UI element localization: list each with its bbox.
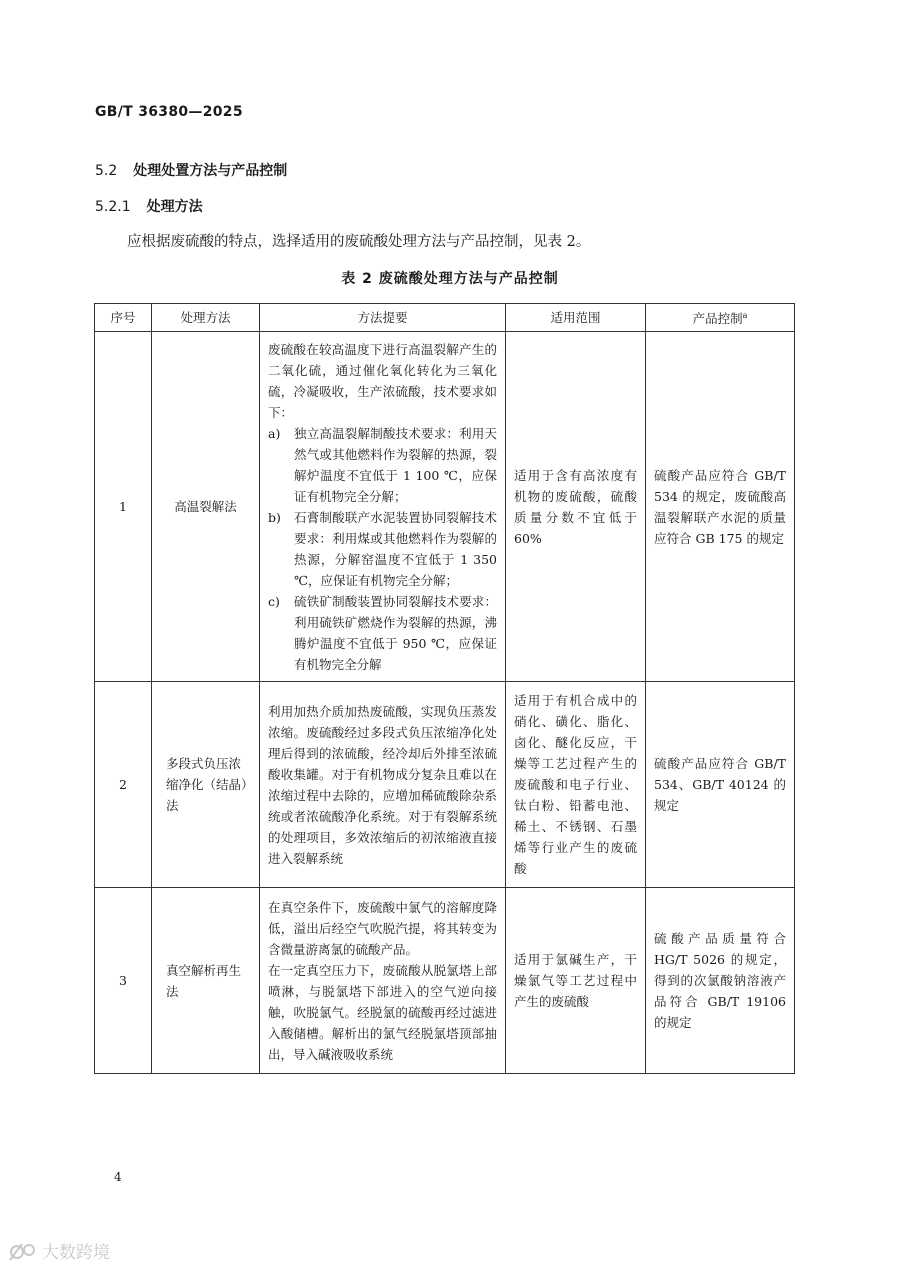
logo-icon xyxy=(8,1240,38,1262)
header-scope: 适用范围 xyxy=(506,304,646,332)
row-summary xyxy=(260,332,506,682)
summary-intro: 废硫酸在较高温度下进行高温裂解产生的二氧化硫，通过催化氧化转化为三氧化硫，冷凝吸收，生产浓硫酸，技术要求如下： xyxy=(268,341,497,420)
row-summary xyxy=(260,888,506,1074)
row-number: 1 xyxy=(95,332,152,682)
item-label: a) xyxy=(268,425,281,441)
row-method: 真空解析再生法 xyxy=(152,888,260,1074)
item-text: 独立高温裂解制酸技术要求：利用天然气或其他燃料作为裂解的热源，裂解炉温度不宜低于 1 100 ℃，应保证有机物完全分解； xyxy=(294,425,497,504)
summary-detail: 在一定真空压力下，废硫酸从脱氯塔上部喷淋，与脱氯塔下部进入的空气逆向接触，吹脱氯气。经脱氯的硫酸再经过滤进入酸储槽。解析出的氯气经脱氯塔顶部抽出，导入碱液吸收系统 xyxy=(268,962,497,1062)
row-method: 高温裂解法 xyxy=(152,332,260,682)
methods-table xyxy=(94,303,795,1074)
row-summary: 利用加热介质加热废硫酸，实现负压蒸发浓缩。废硫酸经过多段式负压浓缩净化处理后得到的浓硫酸，经冷却后外排至浓硫酸收集罐。对于有机物成分复杂且难以在浓缩过程中去除的，应增加稀硫酸除杂系统或者浓硫酸净化系统。对于有裂解系统的处理项目，多效浓缩后的初浓缩液直接进入裂解系统 xyxy=(260,682,506,888)
section-heading xyxy=(95,160,287,180)
item-text: 硫铁矿制酸装置协同裂解技术要求：利用硫铁矿燃烧作为裂解的热源，沸腾炉温度不宜低于 950 ℃，应保证有机物完全分解 xyxy=(294,593,497,672)
table-row xyxy=(95,332,795,682)
header-seq: 序号 xyxy=(95,304,152,332)
row-control: 硫酸产品应符合 GB/T 534 的规定，废硫酸高温裂解联产水泥的质量应符合 GB 175 的规定 xyxy=(646,332,795,682)
row-scope: 适用于有机合成中的硝化、磺化、脂化、卤化、醚化反应，干燥等工艺过程产生的废硫酸和电子行业、钛白粉、铅蓄电池、稀土、不锈钢、石墨烯等行业产生的废硫酸 xyxy=(506,682,646,888)
header-control xyxy=(646,304,795,332)
watermark-text: 大数跨境 xyxy=(42,1243,110,1263)
table-row xyxy=(95,682,795,888)
footnote-mark: a xyxy=(742,311,748,321)
subsection-number: 5.2.1 xyxy=(95,199,131,215)
watermark xyxy=(8,1238,110,1263)
row-number: 3 xyxy=(95,888,152,1074)
item-label: b) xyxy=(268,509,281,525)
table-row xyxy=(95,888,795,1074)
subsection-heading xyxy=(95,196,203,216)
item-text: 石膏制酸联产水泥装置协同裂解技术要求：利用煤或其他燃料作为裂解的热源，分解窑温度不宜低于 1 350 ℃，应保证有机物完全分解； xyxy=(294,509,497,588)
summary-item xyxy=(268,423,497,507)
row-control: 硫酸产品质量符合 HG/T 5026 的规定，得到的次氯酸钠溶液产品符合 GB/T 19106 的规定 xyxy=(646,888,795,1074)
header-summary: 方法提要 xyxy=(260,304,506,332)
summary-intro: 在真空条件下，废硫酸中氯气的溶解度降低，溢出后经空气吹脱汽提，将其转变为含微量游离氯的硫酸产品。 xyxy=(268,899,497,957)
summary-item xyxy=(268,591,497,675)
item-label: c) xyxy=(268,593,280,609)
row-number: 2 xyxy=(95,682,152,888)
row-scope: 适用于氯碱生产，干燥氯气等工艺过程中产生的废硫酸 xyxy=(506,888,646,1074)
subsection-title: 处理方法 xyxy=(146,199,203,215)
header-method: 处理方法 xyxy=(152,304,260,332)
row-control: 硫酸产品应符合 GB/T 534、GB/T 40124 的规定 xyxy=(646,682,795,888)
page-number: 4 xyxy=(114,1170,122,1184)
table-header-row xyxy=(95,304,795,332)
standard-code: GB/T 36380—2025 xyxy=(95,104,243,120)
section-title: 处理处置方法与产品控制 xyxy=(133,163,288,179)
intro-paragraph: 应根据废硫酸的特点，选择适用的废硫酸处理方法与产品控制，见表 2。 xyxy=(127,234,591,250)
row-method: 多段式负压浓缩净化（结晶）法 xyxy=(152,682,260,888)
section-number: 5.2 xyxy=(95,163,118,179)
summary-item xyxy=(268,507,497,591)
row-scope: 适用于含有高浓度有机物的废硫酸，硫酸质量分数不宜低于 60% xyxy=(506,332,646,682)
header-control-label: 产品控制 xyxy=(692,311,743,327)
table-title: 表 2 废硫酸处理方法与产品控制 xyxy=(341,271,559,287)
